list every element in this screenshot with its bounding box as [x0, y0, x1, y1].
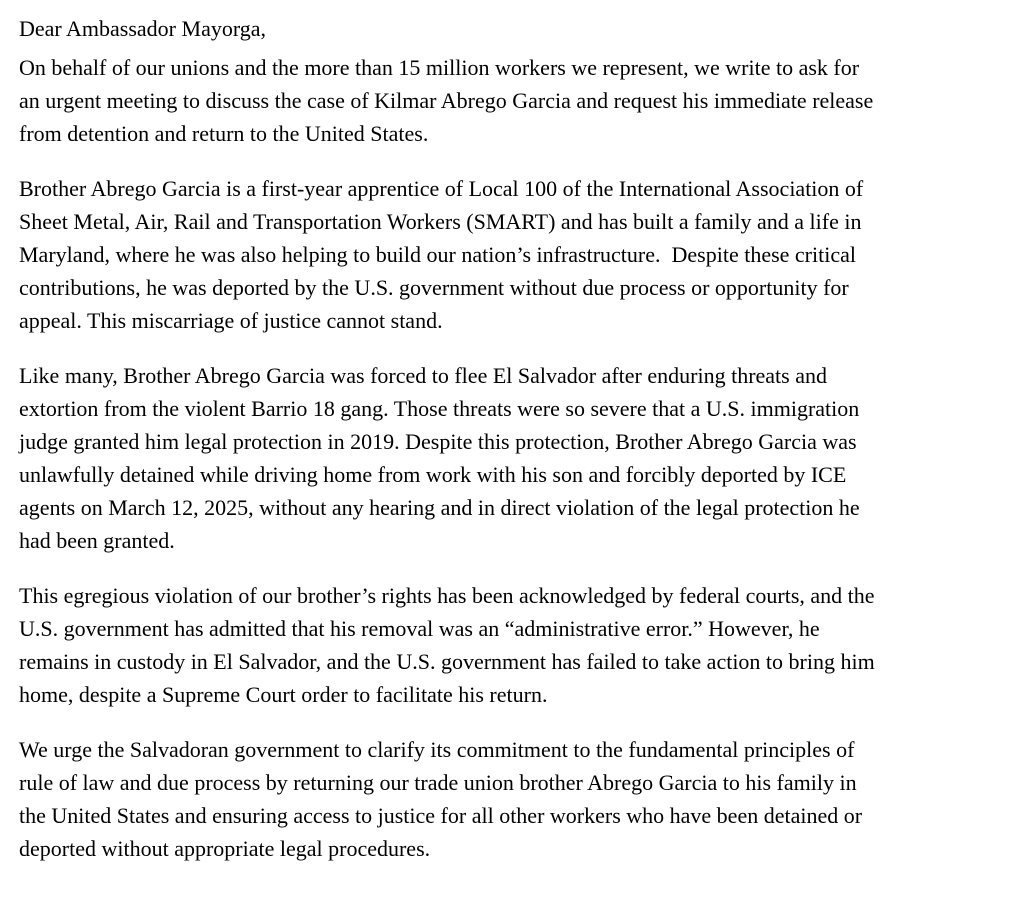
paragraph-line: had been granted.	[19, 528, 175, 553]
salutation: Dear Ambassador Mayorga,	[19, 16, 267, 41]
paragraph-line: Maryland, where he was also helping to build our nation’s infrastructure. Despite these critical	[19, 242, 856, 267]
paragraph-line: remains in custody in El Salvador, and the U.S. government has failed to take action to bring him	[19, 649, 875, 674]
paragraph-line: the United States and ensuring access to justice for all other workers who have been detained or	[19, 803, 863, 828]
paragraph-line: We urge the Salvadoran government to clarify its commitment to the fundamental principles of	[19, 737, 855, 762]
paragraph-deportation-account	[19, 359, 1004, 557]
paragraph-line: an urgent meeting to discuss the case of Kilmar Abrego Garcia and request his immediate release	[19, 88, 874, 113]
paragraph-line: Sheet Metal, Air, Rail and Transportation Workers (SMART) and has built a family and a life in	[19, 209, 862, 234]
paragraph-urge-action	[19, 733, 1004, 865]
paragraph-line: Brother Abrego Garcia is a first-year apprentice of Local 100 of the International Association of	[19, 176, 864, 201]
paragraph-court-acknowledgment	[19, 579, 1004, 711]
paragraph-line: extortion from the violent Barrio 18 gang. Those threats were so severe that a U.S. immigration	[19, 396, 860, 421]
paragraph-line: home, despite a Supreme Court order to facilitate his return.	[19, 682, 548, 707]
paragraph-line: judge granted him legal protection in 2019. Despite this protection, Brother Abrego Garcia was	[19, 429, 857, 454]
paragraph-apprentice-background	[19, 172, 1004, 337]
paragraph-line: U.S. government has admitted that his removal was an “administrative error.” However, he	[19, 616, 820, 641]
paragraph-line: rule of law and due process by returning our trade union brother Abrego Garcia to his family in	[19, 770, 857, 795]
paragraph-line: appeal. This miscarriage of justice cannot stand.	[19, 308, 443, 333]
paragraph-line: contributions, he was deported by the U.S. government without due process or opportunity for	[19, 275, 849, 300]
letter-body	[19, 12, 1004, 887]
paragraph-meeting-request	[19, 51, 1004, 150]
paragraph-line: from detention and return to the United States.	[19, 121, 429, 146]
paragraph-line: On behalf of our unions and the more than 15 million workers we represent, we write to ask for	[19, 55, 860, 80]
paragraph-line: Like many, Brother Abrego Garcia was forced to flee El Salvador after enduring threats and	[19, 363, 827, 388]
paragraph-line: This egregious violation of our brother’s rights has been acknowledged by federal courts, and the	[19, 583, 875, 608]
paragraph-line: unlawfully detained while driving home from work with his son and forcibly deported by ICE	[19, 462, 847, 487]
paragraph-line: deported without appropriate legal procedures.	[19, 836, 431, 861]
paragraph-line: agents on March 12, 2025, without any hearing and in direct violation of the legal protection he	[19, 495, 860, 520]
